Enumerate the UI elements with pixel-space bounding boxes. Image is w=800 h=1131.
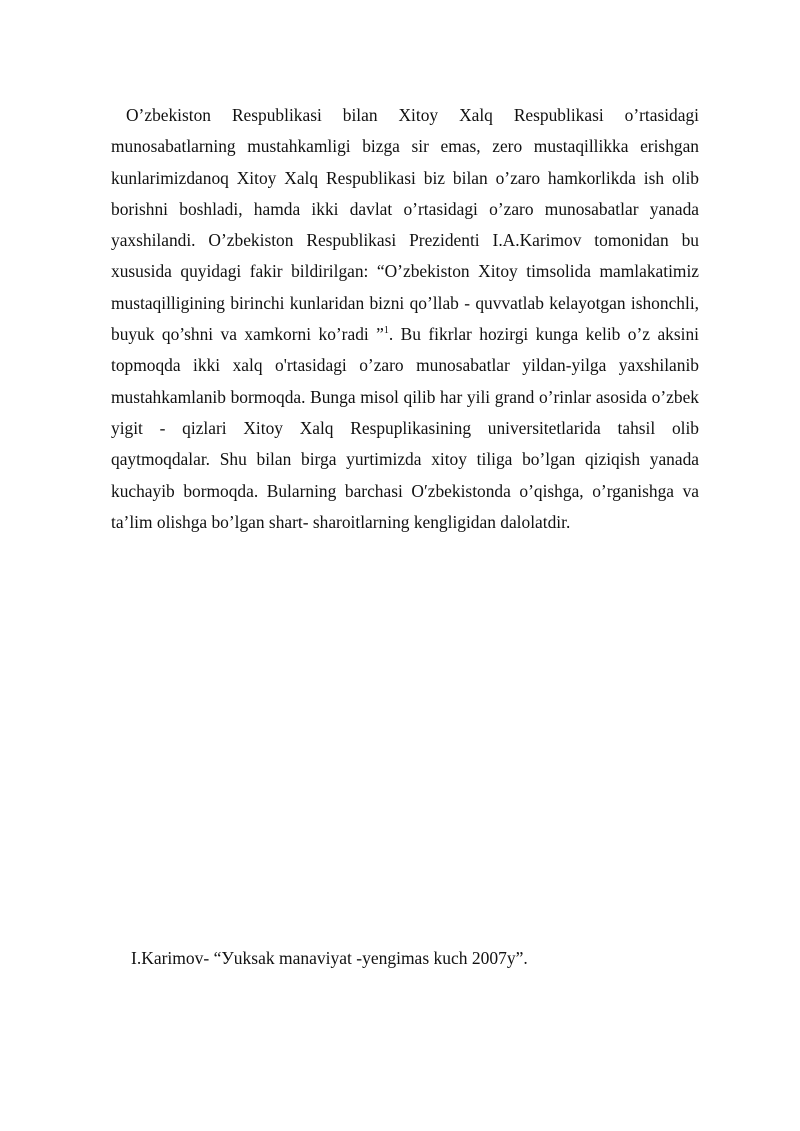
body-paragraph bbox=[111, 100, 699, 538]
paragraph-text-after-footnote: . Bu fikrlar hozirgi kunga kelib o’z aksini topmoqda ikki xalq o'rtasidagi o’zaro munosabatlar yildan-yilga yaxshilanib mustahkamlanib bormoqda. Bunga misol qilib har yili grand o’rinlar asosida o’zbek yigit - qizlari Xitoy Xalq Respuplikasining universitetlarida tahsil olib qaytmoqdalar. Shu bilan birga yurtimizda xitoy tiliga bo’lgan qiziqish yanada kuchayib bormoqda. Bularning barchasi O′zbekistonda o’qishga, o’rganishga va ta’lim olishga bo’lgan shart- sharoitlarning kengligidan dalolatdir. bbox=[111, 324, 699, 532]
footnote-reference: 1 bbox=[383, 325, 389, 337]
footnote: I.Karimov- “Уuksak manaviyat -yengimas kuch 2007у”. bbox=[131, 948, 528, 968]
paragraph-text-before-footnote: O’zbekiston Respublikasi bilan Xitoy Xalq Respublikasi o’rtasidagi munosabatlarning mustahkamligi bizga sir emas, zero mustaqillikka erishgan kunlarimizdanoq Xitoy Xalq Respublikasi biz bilan o’zaro hamkorlikda ish olib borishni boshladi, hamda ikki davlat o’rtasidagi o’zaro munosabatlar yanada yaxshilandi. O’zbekiston Respublikasi Prezidenti I.A.Karimov tomonidan bu xususida quyidagi fakir bildirilgan: “O’zbekiston Xitoy timsolida mamlakatimiz mustaqilligining birinchi kunlaridan bizni qo’llab - quvvatlab kelayotgan ishonchli, buyuk qo’shni va xamkorni ko’radi ” bbox=[111, 105, 699, 345]
